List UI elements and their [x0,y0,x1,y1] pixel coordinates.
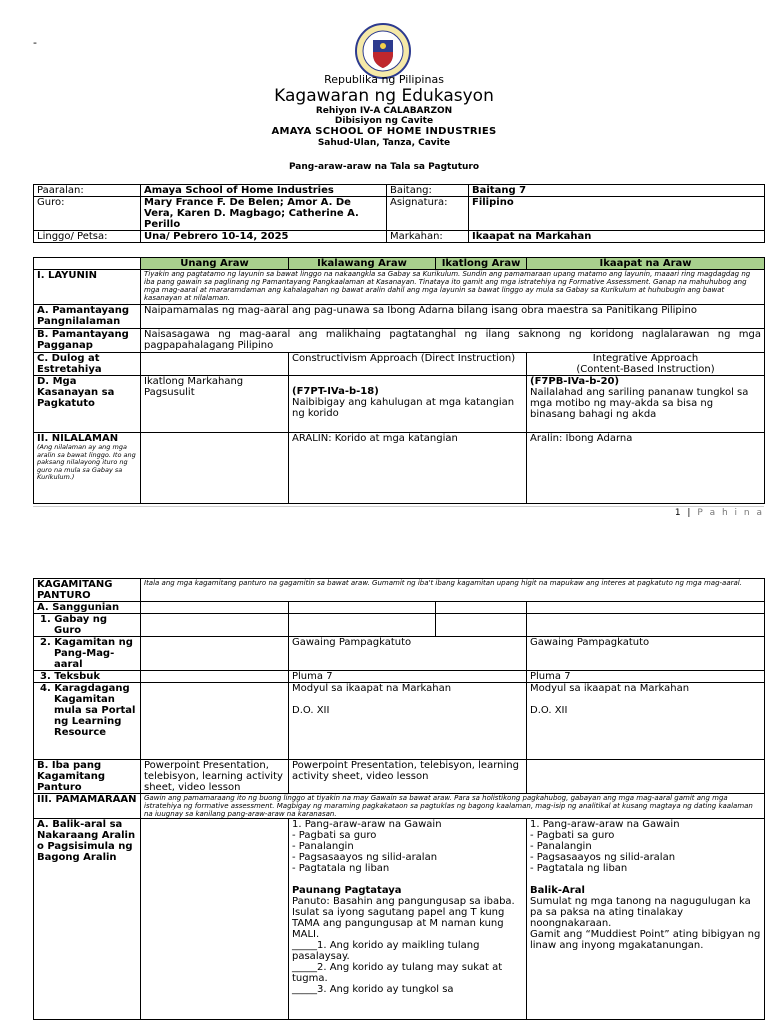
nilalaman-cell [34,433,141,504]
markahan-value: Ikaapat na Markahan [469,231,765,243]
balik-day2-line: - Pagtatala ng liban [292,863,390,874]
paaralan-label: Paaralan: [34,185,141,197]
school-address: Sahud-Ulan, Tanza, Cavite [317,138,451,148]
iba-day1: Powerpoint Presentation, telebisyon, learning activity sheet, video lesson [141,760,289,794]
page-number: 1 [674,508,683,518]
sanggunian-day1 [141,602,289,614]
teksbuk-day2: Pluma 7 [289,671,527,683]
nilalaman-day2: ARALIN: Korido at mga katangian [289,433,527,504]
dulog-day1 [141,353,289,376]
kagamitan-mag-label: 2. Kagamitan ng Pang-Mag-aaral [34,637,141,671]
quiz-item: _____1. Ang korido ay maikling tulang pasalaysay. [292,940,480,962]
pangnilalaman-value: Naipamamalas ng mag-aaral ang pag-unawa sa Ibong Adarna bilang isang obra maestra sa Panitikang Pilipino [141,305,765,329]
quiz-item: _____3. Ang korido ay tungkol sa [292,984,454,995]
quiz-item: _____2. Ang korido ay tulang may sukat at tugma. [292,962,503,984]
rehiyon-text: Rehiyon IV-A CALABARZON [315,106,453,116]
nilalaman-day4: Aralin: Ibong Adarna [527,433,765,504]
teksbuk-day4: Pluma 7 [527,671,765,683]
balik-day2-line: - Pagsasaayos ng silid-aralan [292,852,438,863]
markahan-label: Markahan: [387,231,469,243]
balik-day4-line: 1. Pang-araw-araw na Gawain [530,819,680,830]
baitang-value: Baitang 7 [469,185,765,197]
pangnilalaman-label: A. Pamantayang Pangnilalaman [34,305,141,329]
balik-day1 [141,819,289,1020]
layunin-label: I. LAYUNIN [34,270,141,305]
kasanayan-day1: Ikatlong Markahang Pagsusulit [141,376,289,433]
day-header-4: Ikaapat na Araw [527,258,765,270]
nilalaman-label: II. NILALAMAN [37,433,119,444]
kagamitan-mag-day2: Gawaing Pampagkatuto [289,637,527,671]
pagganap-value: Naisasagawa ng mag-aaral ang malikhaing pagtatanghal ng ilang saknong ng koridong naglalarawan ng mga pagpapahalagang Pilipino [141,329,765,353]
guro-label: Guro: [34,197,141,231]
kasanayan-day4-text: Nailalahad ang sariling pananaw tungkol sa mga motibo ng may-akda sa bisa ng binasang bahagi ng akda [530,387,749,420]
republika-text: Republika ng Pilipinas [324,73,444,86]
dulog-label: C. Dulog at Estretahiya [34,353,141,376]
paunang-pagtataya-heading: Paunang Pagtataya [292,885,402,896]
info-table [33,184,765,243]
karagdagan-day4 [527,683,765,760]
karagdagan-day2-b: D.O. XII [292,705,330,716]
balik-day4-line: - Pagtatala ng liban [530,863,628,874]
balik-aral-text: Sumulat ng mga tanong na nagugulugan ka pa sa paksa na ating tinalakay noongnakaraan. [530,896,751,929]
karagdagan-day2-a: Modyul sa ikaapat na Markahan [292,683,452,694]
balik-day4-line: - Panalangin [530,841,592,852]
balik-day2-line: 1. Pang-araw-araw na Gawain [292,819,442,830]
iba-day2: Powerpoint Presentation, telebisyon, learning activity sheet, video lesson [289,760,527,794]
kagamitan-mag-day4: Gawaing Pampagkatuto [527,637,765,671]
panuto-text: Panuto: Basahin ang pangungusap sa ibaba. Isulat sa iyong sagutang papel ang T kung TAMA ang pangungusap at M naman kung MALI. [292,896,515,940]
sanggunian-label: A. Sanggunian [34,602,141,614]
balik-day4-line: - Pagbati sa guro [530,830,615,841]
sanggunian-day2 [289,602,436,614]
gabay-day1 [141,614,289,637]
balik-aral-heading: Balik-Aral [530,885,585,896]
kagawaran-text: Kagawaran ng Edukasyon [274,86,494,106]
balik-day2-line: - Pagbati sa guro [292,830,377,841]
balik-day4 [527,819,765,1020]
page-separator: | [682,508,698,518]
iba-label: B. Iba pang Kagamitang Panturo [34,760,141,794]
balik-day4-line: - Pagsasaayos ng silid-aralan [530,852,676,863]
guro-value: Mary France F. De Belen; Amor A. De Vera, Karen D. Magbago; Catherine A. Perillo [141,197,387,231]
karagdagan-day2 [289,683,527,760]
dulog-day2: Constructivism Approach (Direct Instruction) [289,353,527,376]
kasanayan-label: D. Mga Kasanayan sa Pagkatuto [34,376,141,433]
kasanayan-day4-code: (F7PB-IVa-b-20) [530,376,620,387]
deped-seal-icon [354,22,412,80]
karagdagan-day1 [141,683,289,760]
balik-day2-line: - Panalangin [292,841,354,852]
paaralan-value: Amaya School of Home Industries [141,185,387,197]
kagamitan-label: KAGAMITANG PANTURO [34,579,141,602]
teksbuk-day1 [141,671,289,683]
day-header-2: Ikalawang Araw [289,258,436,270]
gabay-label: 1. Gabay ng Guro [34,614,141,637]
nilalaman-note: (Ang nilalaman ay ang mga aralin sa bawat linggo. Ito ang paksang nilalayong ituro ng guro na mula sa Gabay sa Kurikulum.) [37,443,136,481]
kasanayan-day2-text: Naibibigay ang kahulugan at mga katangian ng korido [292,397,515,419]
nilalaman-day1 [141,433,289,504]
dibisyon-text: Dibisiyon ng Cavite [334,116,434,126]
asignatura-label: Asignatura: [387,197,469,231]
asignatura-value: Filipino [469,197,765,231]
baitang-label: Baitang: [387,185,469,197]
teksbuk-label: 3. Teksbuk [34,671,141,683]
dulog-day4-line2: (Content-Based Instruction) [576,364,715,375]
karagdagan-day4-a: Modyul sa ikaapat na Markahan [530,683,690,694]
kagamitan-note: Itala ang mga kagamitang panturo na gagamitin sa bawat araw. Gumamit ng iba't ibang kagamitan upang higit na mapukaw ang interes at pagkatuto ng mga mag-aaral. [141,579,765,602]
gabay-day3 [436,614,527,637]
sanggunian-day3 [436,602,527,614]
pamamaraan-note: Gawin ang pamamaraang ito ng buong linggo at tiyakin na may Gawain sa bawat araw. Para sa holistikong pagkahubog, gabayan ang mga mag-aaral gamit ang mga istratehiya ng formative assessment. Magbigay ng maraming pagkakataon sa pagtuklas ng bagong kaalaman, mag-isip ng analitikal at kusang magtaya ng dating kaalaman na iuugnay sa kanilang pang-araw-araw na karanasan. [141,794,765,819]
layunin-note: Tiyakin ang pagtatamo ng layunin sa bawat linggo na nakaangkla sa Gabay sa Kurikulum. Sundin ang pamamaraan upang matamo ang layunin, maaari ring magdagdag ng iba pang gawain sa paglinang ng Pamantayang Pangkaalaman at Kasanayan. Tinataya ito gamit ang mga istratehiya ng Formative Assessment. Ganap na mahuhubog ang mga mag-aaral at mararamdaman ang kahalagahan ng bawat aralin dahil ang mga layunin sa bawat linggo ay mula sa Gabay sa Kurikulum at huhubugin ang bawat kasanayan at nilalaman. [141,270,765,305]
gabay-day4 [527,614,765,637]
dulog-day4-line1: Integrative Approach [592,353,699,364]
karagdagan-day4-b: D.O. XII [530,705,568,716]
dulog-day4 [527,353,765,376]
linggo-value: Una/ Pebrero 10-14, 2025 [141,231,387,243]
balik-aral-text2: Gamit ang “Muddiest Point” ating bibigyan ng linaw ang inyong mgakatanungan. [530,929,761,951]
balik-label: A. Balik-aral sa Nakaraang Aralin o Pagsisimula ng Bagong Aralin [34,819,141,1020]
kagamitan-mag-day1 [141,637,289,671]
pahina-label: P a h i n a [697,508,764,518]
day-header-3: Ikatlong Araw [436,258,527,270]
page-footer [33,506,764,519]
iba-day4 [527,760,765,794]
stray-mark: - [33,36,37,49]
corner-cell [34,258,141,270]
sanggunian-day4 [527,602,765,614]
kasanayan-day4 [527,376,765,433]
plan-table-page2 [33,578,765,1020]
karagdagan-label: 4. Karagdagang Kagamitan mula sa Portal ng Learning Resource [34,683,141,760]
linggo-label: Linggo/ Petsa: [34,231,141,243]
kasanayan-day2 [289,376,527,433]
pagganap-label: B. Pamantayang Pagganap [34,329,141,353]
gabay-day2 [289,614,436,637]
balik-day2 [289,819,527,1020]
kasanayan-day2-code: (F7PT-IVa-b-18) [292,386,379,397]
document-title: Pang-araw-araw na Tala sa Pagtuturo [288,162,480,172]
plan-table [33,257,765,504]
day-header-1: Unang Araw [141,258,289,270]
pamamaraan-label: III. PAMAMARAAN [34,794,141,819]
school-name: AMAYA SCHOOL OF HOME INDUSTRIES [271,126,497,137]
